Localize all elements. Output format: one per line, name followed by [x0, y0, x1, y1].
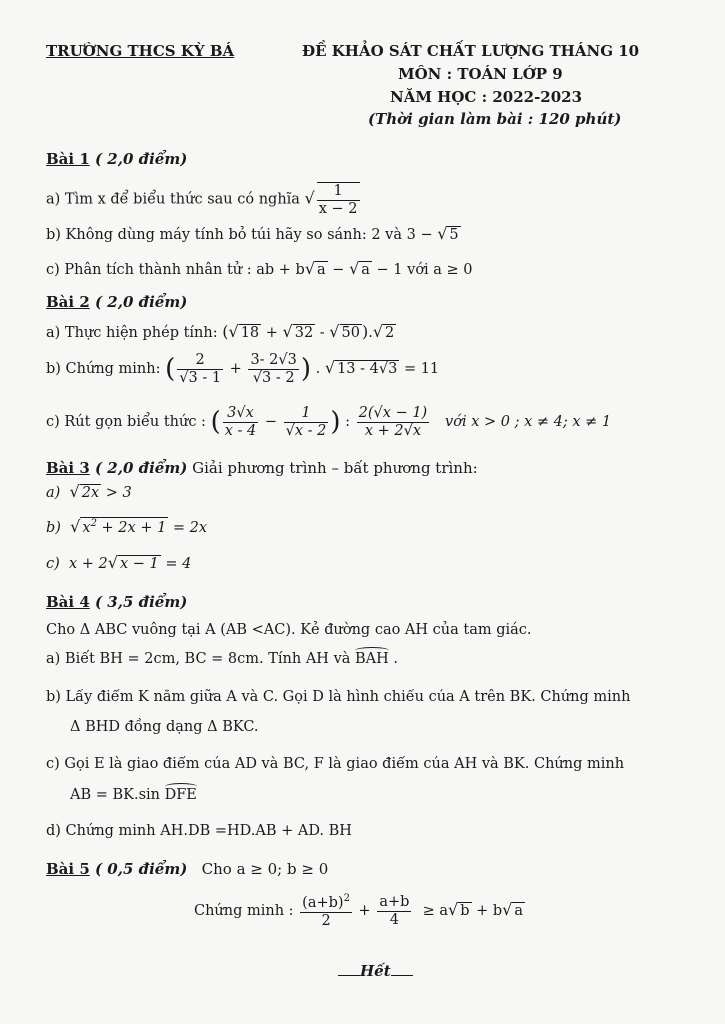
bai3-a: a) √ 2x > 3: [46, 482, 132, 501]
bai3-c: c) x + 2√ x − 1 = 4: [46, 553, 192, 572]
bai2-c: c) Rút gọn biểu thức : ( $\frac{3√x}{x - 4}$ − $\frac{1}{√x - 2}$ ) : $\frac{2(√x - 1)}{x + 2√x}$ với x > 0 ; x ≠ 4; x ≠ 1: [46, 405, 612, 439]
bai1-heading: Bài 1 ( 2,0 điểm): [46, 150, 188, 168]
bai1-c: c) Phân tích thành nhân tử : ab + b√ a − √ a − 1 với a ≥ 0: [46, 259, 473, 278]
bai4-a: a) Biết BH = 2cm, BC = 8cm. Tính AH và BAH .: [46, 651, 399, 667]
school-name: TRƯỜNG THCS KỲ BÁ: [46, 42, 235, 60]
bai2-b: b) Chứng minh: ( $\frac{2}{√3 - 1}$ + $\frac{3- 2√3}{√3 - 2}$ ) . √ 13 - 4√3 = 11: [46, 352, 440, 386]
end-mark: Hết: [338, 962, 413, 980]
bai3-b: b) √ $x^2 + 2x + 1 = 2x$: [46, 517, 208, 536]
bai5-inequality: Chứng minh : $\frac{(a+b)^2}{2}$ + $\frac{a+b}{4}$ ≥ a√ b + b√ a: [194, 893, 524, 929]
bai4-c-line2: AB = BK.sin DFE: [70, 787, 197, 803]
bai5-heading: Bài 5 ( 0,5 điểm) Cho a ≥ 0; b ≥ 0: [46, 860, 329, 878]
bai1-a: a) Tìm x để biểu thức sau có nghĩa √ $\frac{1}{x - 2}$: [46, 183, 358, 217]
bai4-b: b) Lấy điểm K nằm giữa A và C. Gọi D là hình chiếu của A trên BK. Chứng minh: [46, 689, 631, 705]
bai4-intro: Cho Δ ABC vuông tại A (AB <AC). Kẻ đường cao AH của tam giác.: [46, 622, 532, 638]
exam-title: ĐỀ KHẢO SÁT CHẤT LƯỢNG THÁNG 10: [302, 42, 640, 60]
exam-duration: (Thời gian làm bài : 120 phút): [368, 110, 622, 128]
bai1-b: b) Không dùng máy tính bỏ túi hãy so sánh: 2 và 3 − √ 5: [46, 224, 459, 243]
exam-year: NĂM HỌC : 2022-2023: [390, 88, 583, 106]
bai4-heading: Bài 4 ( 3,5 điểm): [46, 593, 188, 611]
bai4-d: d) Chứng minh AH.DB =HD.AB + AD. BH: [46, 823, 352, 839]
exam-subject: MÔN : TOÁN LỚP 9: [398, 65, 563, 83]
bai2-heading: Bài 2 ( 2,0 điểm): [46, 293, 188, 311]
bai2-a: a) Thực hiện phép tính: (√ 18 + √ 32 - √ 50 ).√ 2: [46, 322, 395, 341]
bai4-b-line2: Δ BHD đồng dạng Δ BKC.: [70, 719, 259, 735]
bai4-c: c) Gọi E là giao điểm của AD và BC, F là giao điểm của AH và BK. Chứng minh: [46, 756, 625, 772]
bai3-heading: Bài 3 ( 2,0 điểm) Giải phương trình – bất phương trình:: [46, 459, 478, 477]
